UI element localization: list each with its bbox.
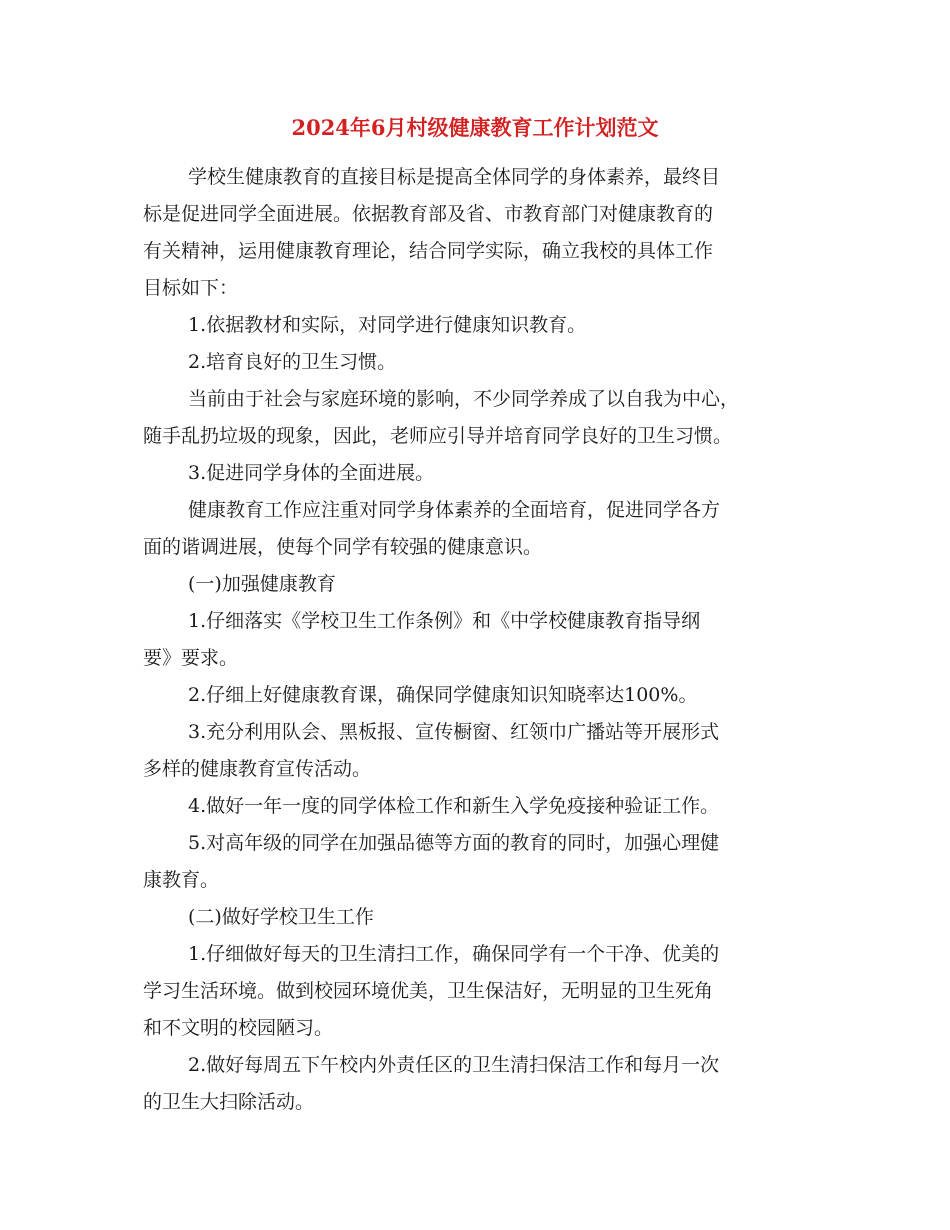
paragraph	[143, 455, 813, 492]
paragraph-line: 5.对高年级的同学在加强品德等方面的教育的同时，加强心理健	[188, 832, 720, 854]
paragraph-line: 3.充分利用队会、黑板报、宣传橱窗、红领巾广播站等开展形式	[188, 721, 720, 743]
paragraph-line: 2.做好每周五下午校内外责任区的卫生清扫保洁工作和每月一次	[188, 1054, 720, 1076]
paragraph	[143, 381, 813, 455]
paragraph-line: 1.仔细落实《学校卫生工作条例》和《中学校健康教育指导纲	[188, 610, 701, 632]
paragraph	[143, 492, 813, 566]
paragraph	[143, 566, 813, 603]
paragraph-line: (二)做好学校卫生工作	[188, 906, 374, 928]
paragraph	[143, 159, 813, 307]
paragraph-line: 有关精神，运用健康教育理论，结合同学实际，确立我校的具体工作	[143, 240, 714, 262]
paragraph-line: 2.培育良好的卫生习惯。	[188, 351, 397, 373]
paragraph	[143, 825, 813, 899]
paragraph-line: 多样的健康教育宣传活动。	[143, 758, 372, 780]
paragraph	[143, 714, 813, 788]
paragraph	[143, 307, 813, 344]
paragraph-line: 康教育。	[143, 869, 220, 891]
paragraph-line: 和不文明的校园陋习。	[143, 1017, 334, 1039]
paragraph	[143, 677, 813, 714]
paragraph	[143, 936, 813, 1047]
paragraph-line: 标是促进同学全面进展。依据教育部及省、市教育部门对健康教育的	[143, 203, 714, 225]
paragraph-line: 随手乱扔垃圾的现象，因此，老师应引导并培育同学良好的卫生习惯。	[143, 425, 733, 447]
paragraph-line: 面的谐调进展，使每个同学有较强的健康意识。	[143, 536, 543, 558]
paragraph-line: 学习生活环境。做到校园环境优美，卫生保洁好，无明显的卫生死角	[143, 980, 714, 1002]
paragraph	[143, 603, 813, 677]
paragraph-line: 学校生健康教育的直接目标是提高全体同学的身体素养，最终目	[188, 166, 721, 188]
document-title: 2024年6月村级健康教育工作计划范文	[291, 115, 659, 140]
paragraph	[143, 1047, 813, 1121]
paragraph-line: 1.仔细做好每天的卫生清扫工作，确保同学有一个干净、优美的	[188, 943, 720, 965]
paragraph	[143, 899, 813, 936]
paragraph-line: 要》要求。	[143, 647, 239, 669]
paragraph	[143, 344, 813, 381]
paragraph-line: 2.仔细上好健康教育课，确保同学健康知识知晓率达100%。	[188, 684, 698, 706]
paragraph-line: 目标如下：	[143, 277, 239, 299]
paragraph-line: 1.依据教材和实际，对同学进行健康知识教育。	[188, 314, 587, 336]
paragraph-line: (一)加强健康教育	[188, 573, 336, 595]
paragraph-line: 3.促进同学身体的全面进展。	[188, 462, 435, 484]
paragraph-line: 健康教育工作应注重对同学身体素养的全面培育，促进同学各方	[188, 499, 721, 521]
paragraph-line: 4.做好一年一度的同学体检工作和新生入学免疫接种验证工作。	[188, 795, 720, 817]
paragraph	[143, 788, 813, 825]
paragraph-line: 的卫生大扫除活动。	[143, 1091, 315, 1113]
paragraph-line: 当前由于社会与家庭环境的影响，不少同学养成了以自我为中心，	[188, 388, 740, 410]
